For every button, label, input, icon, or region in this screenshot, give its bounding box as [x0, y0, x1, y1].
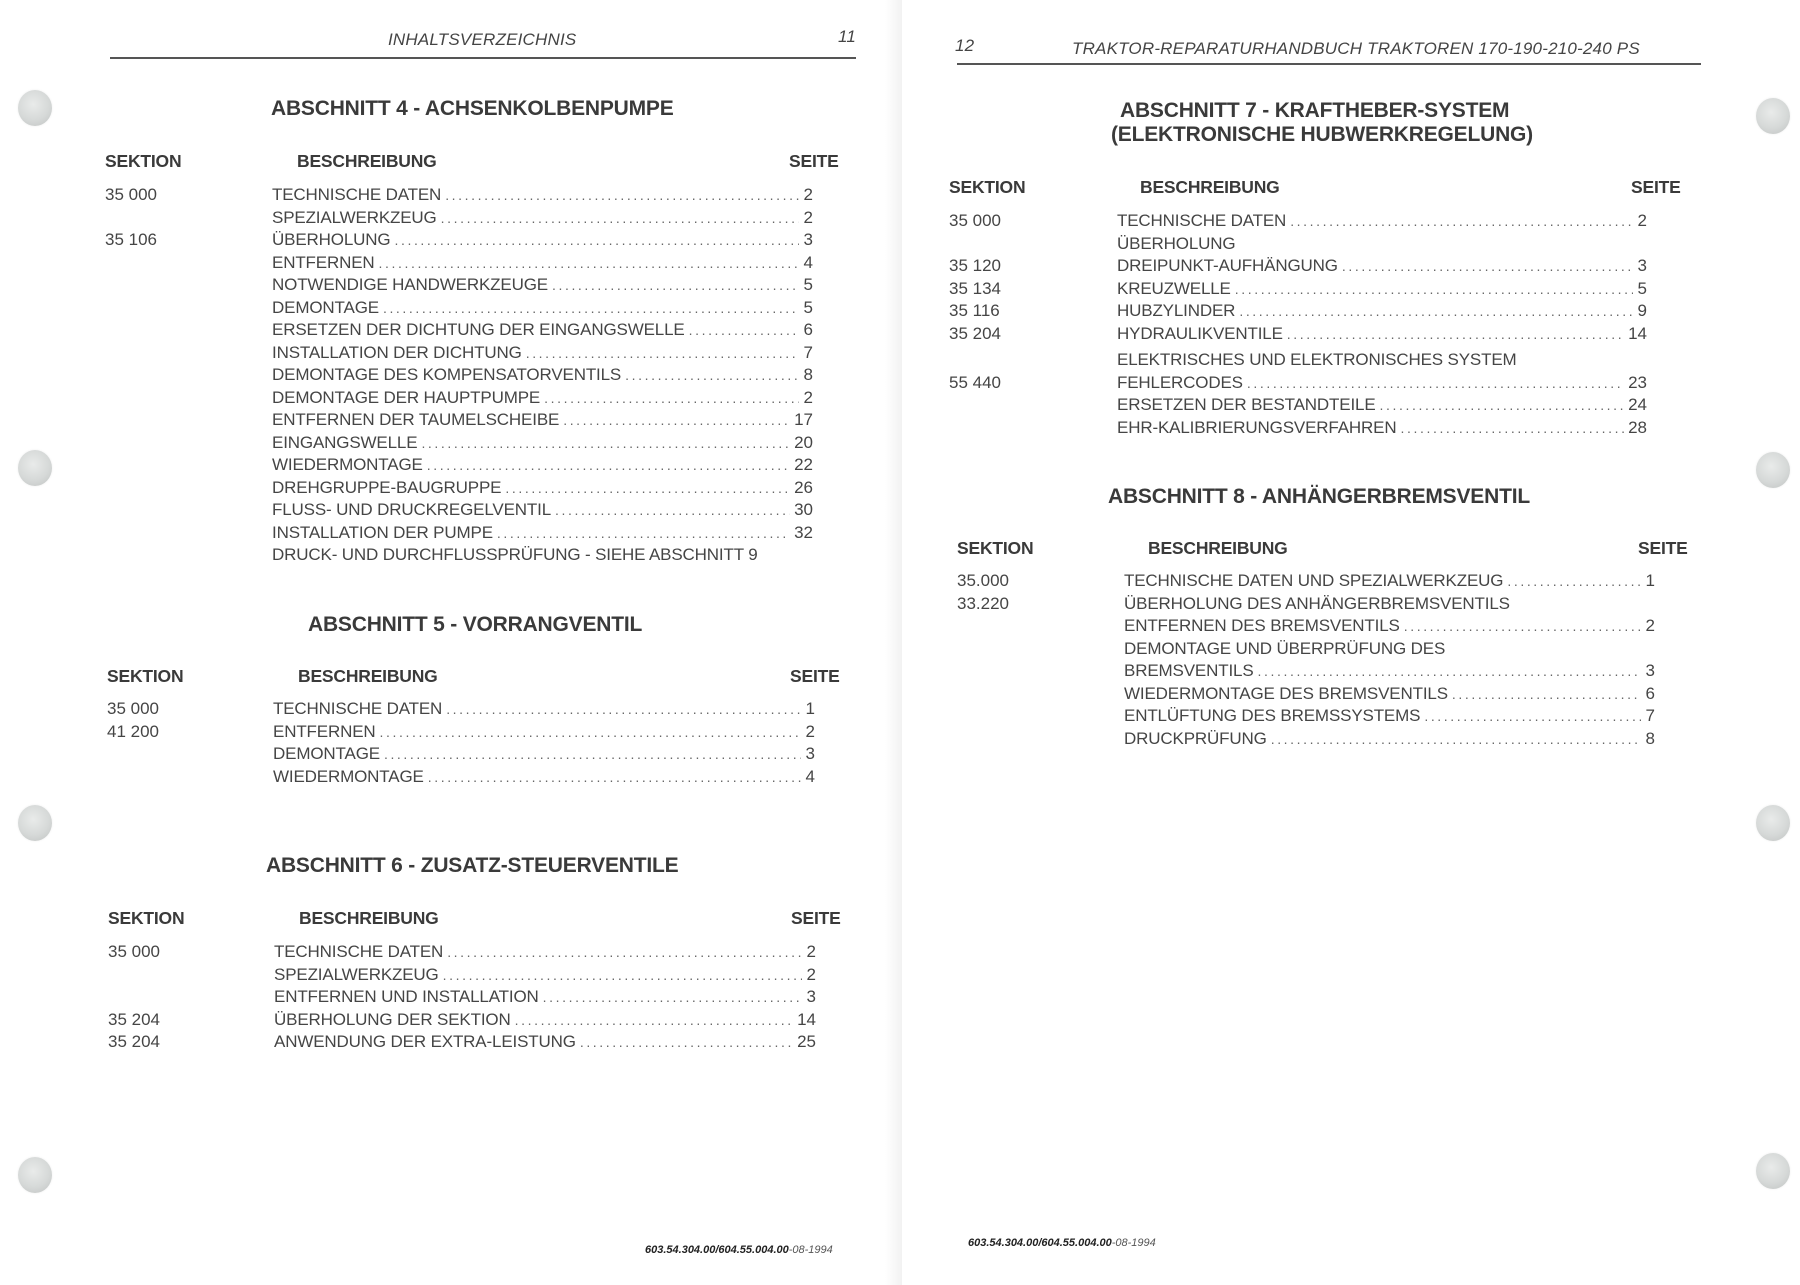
section-title: ABSCHNITT 6 - ZUSATZ-STEUERVENTILE — [266, 854, 679, 877]
toc-description: KREUZWELLE — [1117, 278, 1231, 298]
toc-description: ENTFERNEN — [272, 252, 375, 272]
col-seite: SEITE — [1638, 538, 1688, 558]
toc-page-number: 7 — [803, 342, 813, 362]
dot-leader — [1452, 683, 1641, 706]
toc-page-number: 2 — [806, 942, 816, 961]
dot-leader — [447, 941, 802, 964]
dot-leader — [1239, 300, 1633, 323]
dot-leader — [1401, 417, 1625, 440]
toc-page-number: 2 — [803, 387, 813, 407]
toc-entry — [107, 766, 827, 789]
toc-description: ANWENDUNG DER EXTRA-LEISTUNG — [274, 1032, 576, 1051]
toc-entry — [108, 964, 828, 987]
toc-entry — [105, 477, 825, 500]
toc-entry — [957, 615, 1667, 638]
toc-entry — [105, 184, 825, 207]
toc-sektion: 35 204 — [949, 323, 1001, 343]
punch-hole — [1756, 98, 1790, 134]
toc-page-number: 5 — [1637, 278, 1647, 298]
toc-description: WIEDERMONTAGE DES BREMSVENTILS — [1124, 683, 1448, 703]
toc-page-number: 26 — [794, 477, 813, 497]
dot-leader — [1507, 570, 1641, 593]
toc-description: EHR-KALIBRIERUNGSVERFAHREN — [1117, 417, 1397, 437]
toc-page-number: 30 — [794, 500, 813, 519]
toc-description: SPEZIALWERKZEUG — [274, 964, 439, 984]
toc-entry — [105, 274, 825, 297]
toc-entry — [957, 593, 1667, 616]
footer-date: -08-1994 — [1111, 1237, 1156, 1249]
toc-entry — [105, 252, 825, 275]
toc-page-number: 8 — [1645, 728, 1655, 748]
dot-leader — [625, 364, 799, 387]
dot-leader — [1235, 278, 1633, 301]
toc-entry — [108, 1031, 828, 1054]
dot-leader — [552, 274, 799, 297]
col-beschreibung: BESCHREIBUNG — [1148, 538, 1288, 558]
toc-entry — [108, 941, 828, 964]
toc-entry — [957, 728, 1667, 751]
toc-description: WIEDERMONTAGE — [272, 455, 423, 474]
toc-entry — [957, 683, 1667, 706]
toc-description: NOTWENDIGE HANDWERKZEUGE — [272, 275, 548, 294]
toc-page-number: 3 — [1645, 661, 1655, 680]
toc-entry — [105, 432, 825, 455]
toc-description: DEMONTAGE DER HAUPTPUMPE — [272, 387, 541, 407]
page-number: 12 — [955, 36, 975, 55]
toc-page-number: 8 — [803, 365, 813, 384]
header-rule — [957, 63, 1701, 65]
toc-page-number: 4 — [805, 766, 815, 786]
running-head: TRAKTOR-REPARATURHANDBUCH TRAKTOREN 170-190-210-240 PS — [1072, 39, 1640, 58]
toc-description: BREMSVENTILS — [1124, 661, 1254, 680]
section-title: ABSCHNITT 8 - ANHÄNGERBREMSVENTIL — [1108, 485, 1530, 508]
toc-description: ELEKTRISCHES UND ELEKTRONISCHES SYSTEM — [1117, 350, 1517, 369]
col-sektion: SEKTION — [105, 151, 182, 171]
punch-hole — [18, 805, 52, 841]
page-number: 11 — [838, 27, 857, 46]
toc-entry — [949, 417, 1659, 440]
section-title: ABSCHNITT 4 - ACHSENKOLBENPUMPE — [271, 97, 674, 120]
dot-leader — [580, 1031, 793, 1054]
toc-page-number: 14 — [1628, 323, 1647, 343]
toc-description: DRUCK- UND DURCHFLUSSPRÜFUNG - SIEHE ABSCHNITT 9 — [272, 545, 758, 564]
toc-description: TECHNISCHE DATEN — [274, 942, 444, 961]
toc-sektion: 35 000 — [105, 185, 157, 204]
footer-doc-number: 603.54.304.00/604.55.004.00 — [645, 1244, 789, 1256]
toc-description: TECHNISCHE DATEN — [272, 185, 442, 204]
col-sektion: SEKTION — [949, 177, 1026, 197]
toc-page-number: 2 — [803, 185, 813, 204]
toc-description: TECHNISCHE DATEN UND SPEZIALWERKZEUG — [1124, 571, 1504, 590]
dot-leader — [689, 319, 799, 342]
toc-page-number: 14 — [797, 1009, 816, 1029]
toc-description: ERSETZEN DER DICHTUNG DER EINGANGSWELLE — [272, 320, 685, 339]
punch-hole — [18, 450, 52, 486]
dot-leader — [1342, 255, 1633, 278]
dot-leader — [526, 342, 799, 365]
toc-sektion: 35 000 — [107, 699, 159, 718]
toc-sektion: 35 134 — [949, 278, 1001, 298]
punch-hole — [18, 1157, 52, 1193]
dot-leader — [428, 766, 801, 789]
dot-leader — [446, 698, 801, 721]
toc-description: TECHNISCHE DATEN — [273, 699, 443, 718]
toc-page-number: 5 — [803, 297, 813, 317]
toc-list — [107, 698, 827, 788]
toc-page-number: 23 — [1628, 372, 1647, 392]
dot-leader — [383, 297, 799, 320]
dot-leader — [543, 986, 802, 1009]
toc-entry — [949, 323, 1659, 346]
col-seite: SEITE — [790, 666, 840, 686]
toc-entry — [105, 387, 825, 410]
toc-description: DEMONTAGE DES KOMPENSATORVENTILS — [272, 365, 622, 384]
section-title: ABSCHNITT 5 - VORRANGVENTIL — [308, 613, 643, 636]
toc-entry — [107, 698, 827, 721]
toc-description: DEMONTAGE — [273, 744, 380, 763]
toc-page-number: 3 — [805, 744, 815, 763]
toc-page-number: 2 — [803, 207, 813, 227]
toc-page-number: 22 — [794, 455, 813, 474]
col-beschreibung: BESCHREIBUNG — [298, 666, 438, 686]
footer-code — [645, 1244, 833, 1256]
dot-leader — [394, 229, 799, 252]
right-page — [902, 0, 1800, 1285]
toc-description: ENTFERNEN — [273, 721, 376, 741]
col-beschreibung: BESCHREIBUNG — [297, 151, 437, 171]
toc-page-number: 17 — [794, 410, 813, 429]
toc-entry — [107, 721, 827, 744]
dot-leader — [441, 207, 799, 230]
dot-leader — [1424, 705, 1641, 728]
toc-entry — [105, 364, 825, 387]
toc-description: DEMONTAGE — [272, 297, 379, 317]
toc-sektion: 41 200 — [107, 721, 159, 741]
col-sektion: SEKTION — [108, 908, 185, 928]
toc-entry — [957, 638, 1667, 661]
toc-description: INSTALLATION DER DICHTUNG — [272, 342, 522, 362]
punch-hole — [1756, 805, 1790, 841]
toc-sektion: 35.000 — [957, 571, 1009, 590]
toc-entry — [949, 372, 1659, 395]
toc-list — [949, 210, 1659, 439]
toc-entry — [957, 570, 1667, 593]
toc-sektion: 35 106 — [105, 230, 157, 249]
toc-page-number: 3 — [806, 987, 816, 1006]
toc-sektion: 35 204 — [108, 1032, 160, 1051]
dot-leader — [505, 477, 790, 500]
toc-entry — [105, 499, 825, 522]
dot-leader — [1247, 372, 1624, 395]
toc-entry — [105, 229, 825, 252]
toc-page-number: 4 — [803, 252, 813, 272]
footer-doc-number: 603.54.304.00/604.55.004.00 — [968, 1237, 1112, 1249]
toc-entry — [957, 660, 1667, 683]
punch-hole — [1756, 452, 1790, 488]
toc-sektion: 35 204 — [108, 1009, 160, 1029]
toc-description: DEMONTAGE UND ÜBERPRÜFUNG DES — [1124, 638, 1446, 658]
toc-description: INSTALLATION DER PUMPE — [272, 522, 493, 542]
toc-page-number: 9 — [1637, 301, 1647, 320]
toc-entry — [105, 522, 825, 545]
toc-description: DREHGRUPPE-BAUGRUPPE — [272, 477, 502, 497]
toc-description: HYDRAULIKVENTILE — [1117, 323, 1283, 343]
toc-entry — [105, 544, 825, 567]
dot-leader — [563, 409, 790, 432]
toc-description: WIEDERMONTAGE — [273, 766, 424, 786]
dot-leader — [379, 252, 799, 275]
toc-page-number: 6 — [1645, 683, 1655, 703]
section-subtitle: (ELEKTRONISCHE HUBWERKREGELUNG) — [1111, 123, 1533, 146]
toc-description: ÜBERHOLUNG DES ANHÄNGERBREMSVENTILS — [1124, 593, 1510, 613]
toc-entry — [108, 986, 828, 1009]
punch-hole — [18, 90, 52, 126]
dot-leader — [544, 387, 799, 410]
toc-page-number: 24 — [1628, 395, 1647, 414]
dot-leader — [1380, 394, 1625, 417]
toc-entry — [949, 300, 1659, 323]
dot-leader — [427, 454, 790, 477]
col-seite: SEITE — [1631, 177, 1681, 197]
toc-sektion: 35 000 — [108, 942, 160, 961]
toc-description: ÜBERHOLUNG — [272, 230, 391, 249]
toc-entry — [105, 207, 825, 230]
toc-description: FLUSS- UND DRUCKREGELVENTIL — [272, 500, 552, 519]
toc-page-number: 2 — [1645, 616, 1655, 635]
dot-leader — [1404, 615, 1641, 638]
toc-description: DRUCKPRÜFUNG — [1124, 728, 1267, 748]
dot-leader — [445, 184, 799, 207]
col-beschreibung: BESCHREIBUNG — [299, 908, 439, 928]
toc-description: ERSETZEN DER BESTANDTEILE — [1117, 395, 1376, 414]
toc-page-number: 7 — [1645, 706, 1655, 725]
toc-entry — [949, 349, 1659, 372]
dot-leader — [384, 743, 801, 766]
toc-page-number: 3 — [1637, 256, 1647, 275]
dot-leader — [380, 721, 801, 744]
running-head: INHALTSVERZEICHNIS — [388, 30, 577, 49]
toc-sektion: 55 440 — [949, 372, 1001, 392]
header-rule — [110, 57, 856, 59]
toc-entry — [949, 210, 1659, 233]
col-seite: SEITE — [791, 908, 841, 928]
toc-sektion: 33.220 — [957, 593, 1009, 613]
punch-hole — [1756, 1153, 1790, 1189]
toc-page-number: 2 — [805, 721, 815, 741]
dot-leader — [515, 1009, 793, 1032]
toc-description: ENTFERNEN UND INSTALLATION — [274, 987, 539, 1006]
toc-entry — [108, 1009, 828, 1032]
dot-leader — [443, 964, 802, 987]
toc-sektion: 35 116 — [949, 301, 1000, 320]
toc-page-number: 32 — [794, 522, 813, 542]
dot-leader — [497, 522, 790, 545]
toc-page-number: 2 — [1637, 211, 1647, 230]
toc-entry — [105, 297, 825, 320]
toc-description: ENTFERNEN DER TAUMELSCHEIBE — [272, 410, 560, 429]
toc-entry — [105, 409, 825, 432]
toc-entry — [949, 394, 1659, 417]
dot-leader — [1290, 210, 1633, 233]
footer-code — [968, 1237, 1156, 1249]
col-seite: SEITE — [789, 151, 839, 171]
toc-description: TECHNISCHE DATEN — [1117, 211, 1287, 230]
toc-entry — [949, 233, 1659, 256]
toc-list — [105, 184, 825, 567]
toc-description: FEHLERCODES — [1117, 372, 1243, 392]
toc-description: ÜBERHOLUNG — [1117, 233, 1236, 253]
toc-entry — [105, 454, 825, 477]
toc-entry — [105, 342, 825, 365]
toc-description: ÜBERHOLUNG DER SEKTION — [274, 1009, 511, 1029]
toc-page-number: 20 — [794, 432, 813, 452]
toc-page-number: 6 — [803, 320, 813, 339]
toc-description: EINGANGSWELLE — [272, 432, 418, 452]
dot-leader — [1271, 728, 1641, 751]
dot-leader — [421, 432, 790, 455]
toc-entry — [949, 278, 1659, 301]
toc-description: DREIPUNKT-AUFHÄNGUNG — [1117, 256, 1338, 275]
toc-description: ENTFERNEN DES BREMSVENTILS — [1124, 616, 1400, 635]
col-sektion: SEKTION — [957, 538, 1034, 558]
toc-entry — [957, 705, 1667, 728]
dot-leader — [555, 499, 790, 522]
toc-entry — [107, 743, 827, 766]
toc-page-number: 1 — [1645, 571, 1655, 590]
toc-list — [108, 941, 828, 1054]
toc-page-number: 3 — [803, 230, 813, 249]
toc-entry — [105, 319, 825, 342]
dot-leader — [1287, 323, 1624, 346]
section-title: ABSCHNITT 7 - KRAFTHEBER-SYSTEM — [1120, 99, 1510, 122]
toc-description: SPEZIALWERKZEUG — [272, 207, 437, 227]
toc-description: HUBZYLINDER — [1117, 301, 1236, 320]
toc-sektion: 35 000 — [949, 211, 1001, 230]
toc-page-number: 1 — [805, 699, 815, 718]
col-sektion: SEKTION — [107, 666, 184, 686]
toc-sektion: 35 120 — [949, 256, 1001, 275]
toc-list — [957, 570, 1667, 750]
footer-date: -08-1994 — [788, 1244, 833, 1256]
col-beschreibung: BESCHREIBUNG — [1140, 177, 1280, 197]
toc-page-number: 28 — [1628, 417, 1647, 437]
toc-description: ENTLÜFTUNG DES BREMSSYSTEMS — [1124, 706, 1421, 725]
toc-page-number: 5 — [803, 275, 813, 294]
toc-entry — [949, 255, 1659, 278]
dot-leader — [1258, 660, 1641, 683]
toc-page-number: 25 — [797, 1032, 816, 1051]
toc-page-number: 2 — [806, 964, 816, 984]
